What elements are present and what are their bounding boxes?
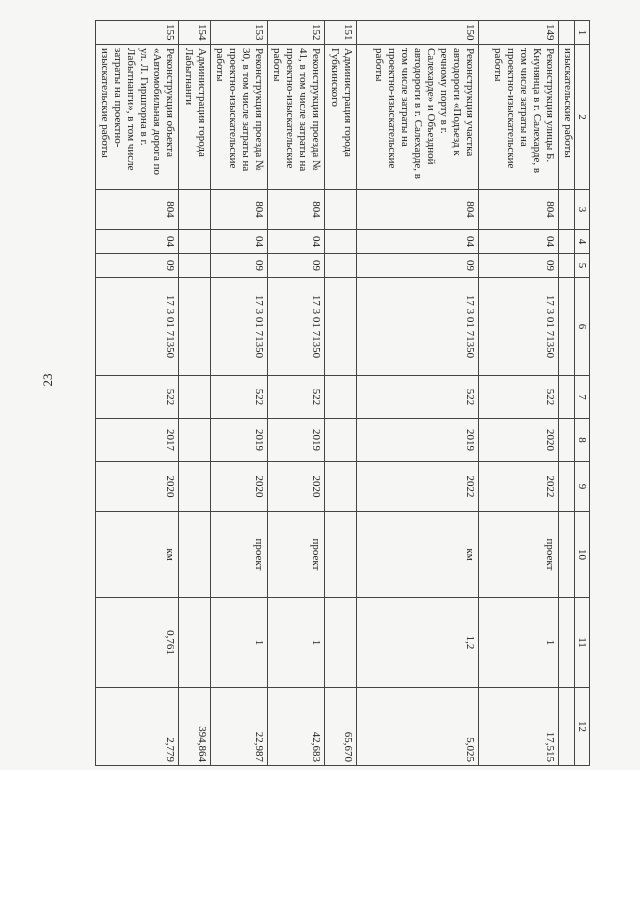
cell-grbs (559, 190, 575, 230)
cell-amount: 17,515 (479, 688, 559, 766)
row-name: Реконструкция проезда № 41, в том числе затраты на проектно-изыскательские работы (268, 45, 325, 190)
row-number: 151 (325, 21, 357, 45)
cell-amount: 42,683 (268, 688, 325, 766)
header-cell: 4 (575, 230, 590, 254)
cell-unit: км (96, 512, 179, 598)
row-number: 150 (357, 21, 479, 45)
cell-target-article (325, 278, 357, 376)
cell-amount: 2,779 (96, 688, 179, 766)
cell-subsection: 09 (357, 254, 479, 278)
row-name: Реконструкция проезда № 30, в том числе затраты на проектно-изыскательские работы (211, 45, 268, 190)
cell-start-year: 2019 (268, 419, 325, 462)
row-number: 149 (479, 21, 559, 45)
cell-target-article: 17 3 01 71350 (357, 278, 479, 376)
cell-section (179, 230, 211, 254)
cell-section: 04 (96, 230, 179, 254)
cell-start-year (559, 419, 575, 462)
row-number: 154 (179, 21, 211, 45)
header-cell: 10 (575, 512, 590, 598)
row-name: Администрация города Лабытнанги (179, 45, 211, 190)
cell-capacity: 0,761 (96, 598, 179, 688)
cell-amount: 22,987 (211, 688, 268, 766)
cell-grbs (179, 190, 211, 230)
cell-end-year: 2020 (211, 462, 268, 512)
cell-amount: 65,670 (325, 688, 357, 766)
row-name: Реконструкция улицы Б. Кнунянца в г. Салехарде, в том числе затраты на проектно-изыскательские работы (479, 45, 559, 190)
cell-end-year (179, 462, 211, 512)
cell-amount: 394,864 (179, 688, 211, 766)
cell-grbs: 804 (96, 190, 179, 230)
cell-unit (559, 512, 575, 598)
header-cell: 7 (575, 376, 590, 419)
cell-unit: км (357, 512, 479, 598)
cell-amount (559, 688, 575, 766)
row-number: 153 (211, 21, 268, 45)
cell-grbs: 804 (357, 190, 479, 230)
cell-target-article: 17 3 01 71350 (479, 278, 559, 376)
cell-expense-type (325, 376, 357, 419)
table-row (268, 21, 325, 766)
header-cell: 6 (575, 278, 590, 376)
cell-target-article (179, 278, 211, 376)
rotated-table-container (99, 20, 590, 765)
cell-grbs (325, 190, 357, 230)
header-cell: 9 (575, 462, 590, 512)
header-cell: 5 (575, 254, 590, 278)
cell-end-year: 2020 (268, 462, 325, 512)
cell-target-article: 17 3 01 71350 (96, 278, 179, 376)
header-cell: 12 (575, 688, 590, 766)
budget-table (95, 20, 590, 766)
cell-capacity: 1,2 (357, 598, 479, 688)
cell-expense-type (559, 376, 575, 419)
cell-section: 04 (479, 230, 559, 254)
header-cell: 3 (575, 190, 590, 230)
cell-subsection (325, 254, 357, 278)
cell-section: 04 (211, 230, 268, 254)
table-row (179, 21, 211, 766)
table-row (357, 21, 479, 766)
row-number (559, 21, 575, 45)
cell-capacity (179, 598, 211, 688)
cell-expense-type: 522 (96, 376, 179, 419)
cell-subsection: 09 (96, 254, 179, 278)
cell-end-year (325, 462, 357, 512)
cell-end-year: 2022 (357, 462, 479, 512)
cell-capacity (325, 598, 357, 688)
cell-target-article: 17 3 01 71350 (211, 278, 268, 376)
cell-section (325, 230, 357, 254)
cell-section: 04 (357, 230, 479, 254)
cell-start-year (179, 419, 211, 462)
cell-subsection: 09 (268, 254, 325, 278)
cell-capacity: 1 (268, 598, 325, 688)
cell-start-year: 2019 (211, 419, 268, 462)
cell-expense-type: 522 (479, 376, 559, 419)
row-name: изыскательские работы (559, 45, 575, 190)
row-name: Реконструкция участка автодороги «Подъезд к речному порту в г. Салехарде» и Объездной автодороги в г. Салехарде, в том числе затраты на проектно-изыскательские работы (357, 45, 479, 190)
table-row (96, 21, 179, 766)
cell-start-year: 2017 (96, 419, 179, 462)
header-cell: 1 (575, 21, 590, 45)
header-cell: 2 (575, 45, 590, 190)
table-row (479, 21, 559, 766)
row-number: 152 (268, 21, 325, 45)
cell-expense-type: 522 (268, 376, 325, 419)
cell-expense-type (179, 376, 211, 419)
row-number: 155 (96, 21, 179, 45)
table-row (211, 21, 268, 766)
cell-target-article: 17 3 01 71350 (268, 278, 325, 376)
cell-end-year: 2022 (479, 462, 559, 512)
cell-unit: проект (479, 512, 559, 598)
header-cell: 11 (575, 598, 590, 688)
cell-capacity (559, 598, 575, 688)
cell-unit (325, 512, 357, 598)
cell-grbs: 804 (479, 190, 559, 230)
cell-grbs: 804 (268, 190, 325, 230)
cell-unit: проект (268, 512, 325, 598)
table-header-row (575, 21, 590, 766)
cell-unit (179, 512, 211, 598)
cell-start-year: 2019 (357, 419, 479, 462)
table-row (325, 21, 357, 766)
cell-unit: проект (211, 512, 268, 598)
cell-expense-type: 522 (357, 376, 479, 419)
cell-capacity: 1 (211, 598, 268, 688)
cell-start-year: 2020 (479, 419, 559, 462)
cell-capacity: 1 (479, 598, 559, 688)
cell-expense-type: 522 (211, 376, 268, 419)
cell-subsection (559, 254, 575, 278)
row-name: Реконструкция объекта «Автомобильная дорога по ул. Л. Гиршгорна в г. Лабытнанги», в том числе затраты на проектно-изыскательские работы (96, 45, 179, 190)
cell-target-article (559, 278, 575, 376)
row-name: Администрация города Губкинского (325, 45, 357, 190)
cell-subsection: 09 (479, 254, 559, 278)
cell-amount: 5,025 (357, 688, 479, 766)
page-margin (0, 770, 640, 905)
cell-section (559, 230, 575, 254)
cell-section: 04 (268, 230, 325, 254)
header-cell: 8 (575, 419, 590, 462)
cell-end-year: 2020 (96, 462, 179, 512)
cell-subsection: 09 (211, 254, 268, 278)
table-row (559, 21, 575, 766)
cell-start-year (325, 419, 357, 462)
cell-subsection (179, 254, 211, 278)
cell-grbs: 804 (211, 190, 268, 230)
page-number: 23 (40, 373, 55, 387)
cell-end-year (559, 462, 575, 512)
